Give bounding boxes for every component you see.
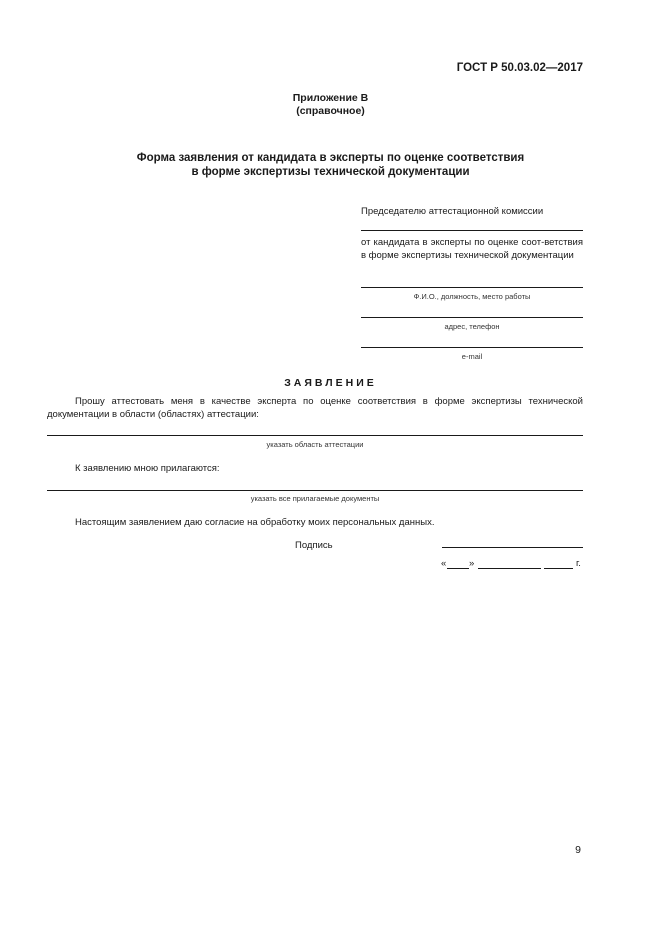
appendix-subtitle: (справочное)	[296, 105, 365, 117]
attachments-text: К заявлению мною прилагаются:	[75, 463, 220, 474]
signature-line[interactable]	[442, 547, 583, 548]
form-title-line-1: Форма заявления от кандидата в эксперты по оценке соответствия	[136, 152, 525, 164]
address-caption: адрес, телефон	[444, 322, 500, 331]
email-caption: e-mail	[461, 352, 483, 361]
docs-caption: указать все прилагаемые документы	[250, 494, 380, 503]
consent-text: Настоящим заявлением даю согласие на обработку моих персональных данных.	[75, 517, 435, 528]
name-field-line[interactable]	[361, 287, 583, 288]
addressee-from: от кандидата в эксперты по оценке соот-ветствия в форме экспертизы технической документации	[361, 237, 583, 261]
area-caption: указать область аттестации	[266, 440, 364, 449]
form-title-line-2: в форме экспертизы технической документации	[191, 166, 470, 178]
date-open-quote: «	[441, 558, 447, 569]
signature-label: Подпись	[295, 540, 333, 551]
request-text: Прошу аттестовать меня в качестве эксперта по оценке соответствия в форме экспертизы технической документации в области (областях) аттестации:	[47, 396, 583, 420]
statement-heading: ЗАЯВЛЕНИЕ	[284, 377, 377, 389]
addressee-to-line	[361, 230, 583, 231]
date-suffix: г.	[576, 558, 581, 569]
form-title	[0, 151, 661, 179]
email-field-line[interactable]	[361, 347, 583, 348]
address-field-line[interactable]	[361, 317, 583, 318]
date-day-line[interactable]	[447, 568, 469, 569]
standard-code: ГОСТ Р 50.03.02—2017	[456, 62, 583, 74]
date-close-quote: »	[469, 558, 475, 569]
appendix-title: Приложение В	[292, 92, 369, 104]
name-caption: Ф.И.О., должность, место работы	[413, 292, 531, 301]
appendix-header	[0, 92, 661, 118]
addressee-to: Председателю аттестационной комиссии	[361, 206, 544, 217]
docs-field-line[interactable]	[47, 490, 583, 491]
area-field-line[interactable]	[47, 435, 583, 436]
date-month-line[interactable]	[478, 568, 541, 569]
page-number: 9	[575, 844, 581, 856]
date-year-line[interactable]	[544, 568, 573, 569]
